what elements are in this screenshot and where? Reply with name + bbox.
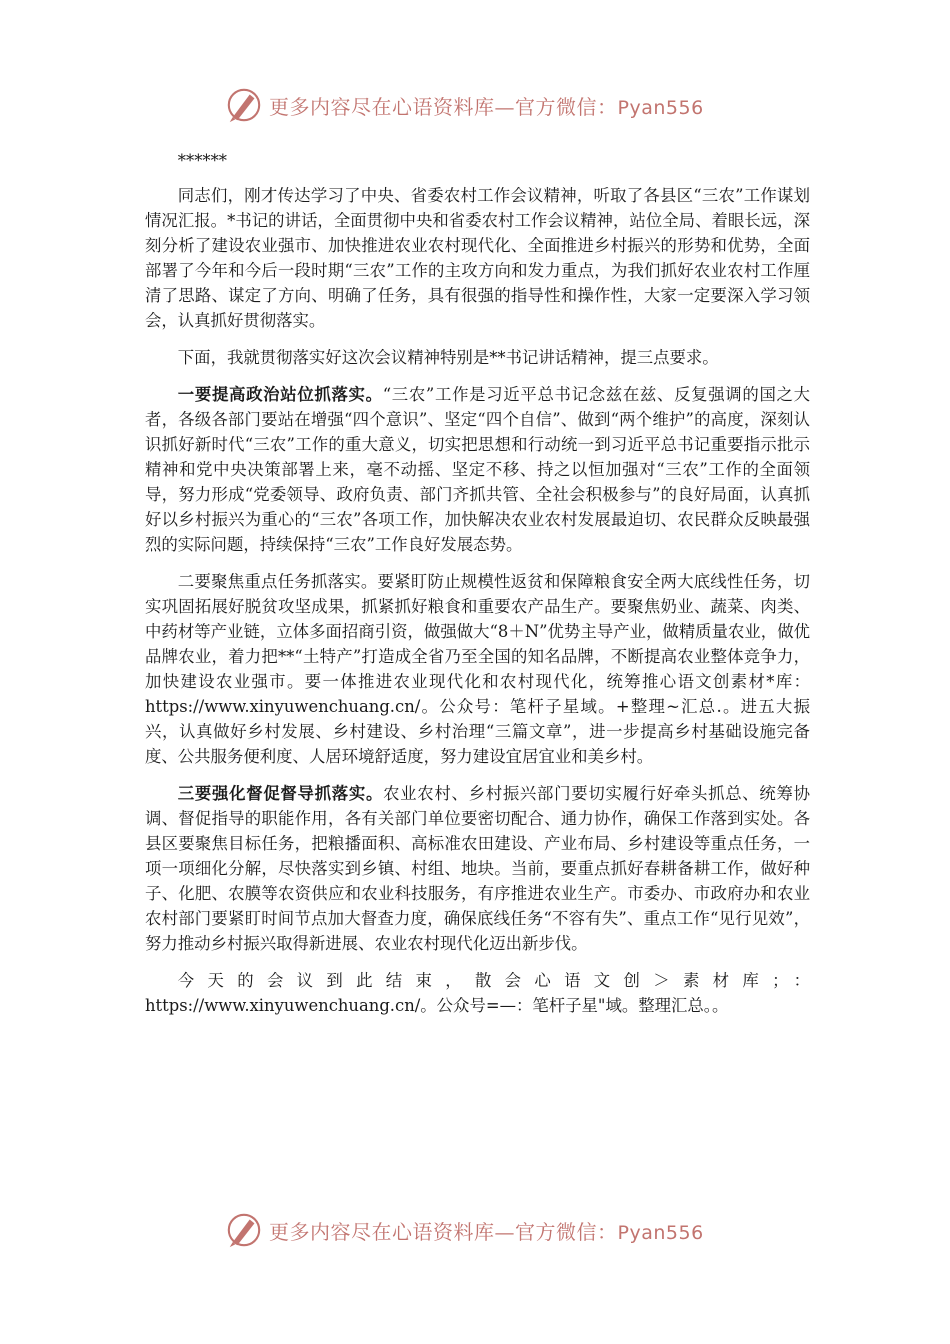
separator-stars: ******	[177, 151, 227, 170]
paragraph-intro: 同志们，刚才传达学习了中央、省委农村工作会议精神，听取了各县区“三农”工作谋划情况汇报。*书记的讲话，全面贯彻中央和省委农村工作会议精神，站位全局、着眼长远，深刻分析了建设农业强市、加快推进农业农村现代化、全面推进乡村振兴的形势和优势，全面部署了今年和今后一段时期“三农”工作的主攻方向和发力重点，为我们抓好农业农村工作厘清了思路、谋定了方向、明确了任务，具有很强的指导性和操作性，大家一定要深入学习领会，认真抓好贯彻落实。	[145, 186, 810, 330]
wechat-id: Pyan556	[617, 96, 704, 119]
document-body	[145, 148, 810, 1030]
banner-text: 更多内容尽在心语资料库—官方微信：Pyan556	[269, 1219, 704, 1244]
point-one-body: “三农”工作是习近平总书记念兹在兹、反复强调的国之大者，各级各部门要站在增强“四个意识”、坚定“四个自信”、做到“两个维护”的高度，深刻认识抓好新时代“三农”工作的重大意义，切实把思想和行动统一到习近平总书记重要指示批示精神和党中央决策部署上来，毫不动摇、坚定不移、持之以恒加强对“三农”工作的全面领导，努力形成“党委领导、政府负责、部门齐抓共管、全社会积极参与”的良好局面，认真抓好以乡村振兴为重心的“三农”各项工作，加快解决农业农村发展最迫切、农民群众反映最强烈的实际问题，持续保持“三农”工作良好发展态势。	[145, 385, 810, 554]
paragraph-point-two: 二要聚焦重点任务抓落实。要紧盯防止规模性返贫和保障粮食安全两大底线性任务，切实巩固拓展好脱贫攻坚成果，抓紧抓好粮食和重要农产品生产。要聚焦奶业、蔬菜、肉类、中药材等产业链，立体多面招商引资，做强做大“8＋N”优势主导产业，做精质量农业，做优品牌农业，着力把**“土特产”打造成全省乃至全国的知名品牌，不断提高农业整体竞争力，加快建设农业强市。要一体推进农业现代化和农村现代化，统筹推心语文创素材*库：https://www.xinyuwenchuang.cn/。公众号：笔杆子星域。+整理~汇总.。进五大振兴，认真做好乡村发展、乡村建设、乡村治理“三篇文章”，进一步提高乡村基础设施完备度、公共服务便利度、人居环境舒适度，努力建设宜居宜业和美乡村。	[145, 572, 810, 766]
paragraph-point-three	[145, 781, 810, 956]
banner-text: 更多内容尽在心语资料库—官方微信：Pyan556	[269, 94, 704, 119]
paragraph-closing: 今天的会议到此结束，散会心语文创＞素材库；：https://www.xinyuwenchuang.cn/。公众号=—：笔杆子星"域。整理汇总。。	[145, 971, 810, 1015]
header-banner	[225, 85, 745, 125]
point-three-body: 农业农村、乡村振兴部门要切实履行好牵头抓总、统筹协调、督促指导的职能作用，各有关部门单位要密切配合、通力协作，确保工作落到实处。各县区要聚焦目标任务，把粮播面积、高标准农田建设、产业布局、乡村建设等重点任务，一项一项细化分解，尽快落实到乡镇、村组、地块。当前，要重点抓好春耕备耕工作，做好种子、化肥、农膜等农资供应和农业科技服务，有序推进农业生产。市委办、市政府办和农业农村部门要紧盯时间节点加大督查力度，确保底线任务“不容有失”、重点工作“见行见效”，努力推动乡村振兴取得新进展、农业农村现代化迈出新步伐。	[145, 784, 811, 953]
pen-logo-icon	[225, 86, 263, 124]
paragraph-point-one	[145, 382, 810, 557]
point-three-heading: 三要强化督促督导抓落实。	[177, 784, 384, 803]
pen-logo-icon	[225, 1211, 263, 1249]
footer-banner	[225, 1210, 745, 1250]
point-one-heading: 一要提高政治站位抓落实。	[177, 385, 383, 404]
paragraph-transition: 下面，我就贯彻落实好这次会议精神特别是**书记讲话精神，提三点要求。	[177, 348, 719, 367]
wechat-id: Pyan556	[617, 1221, 704, 1244]
